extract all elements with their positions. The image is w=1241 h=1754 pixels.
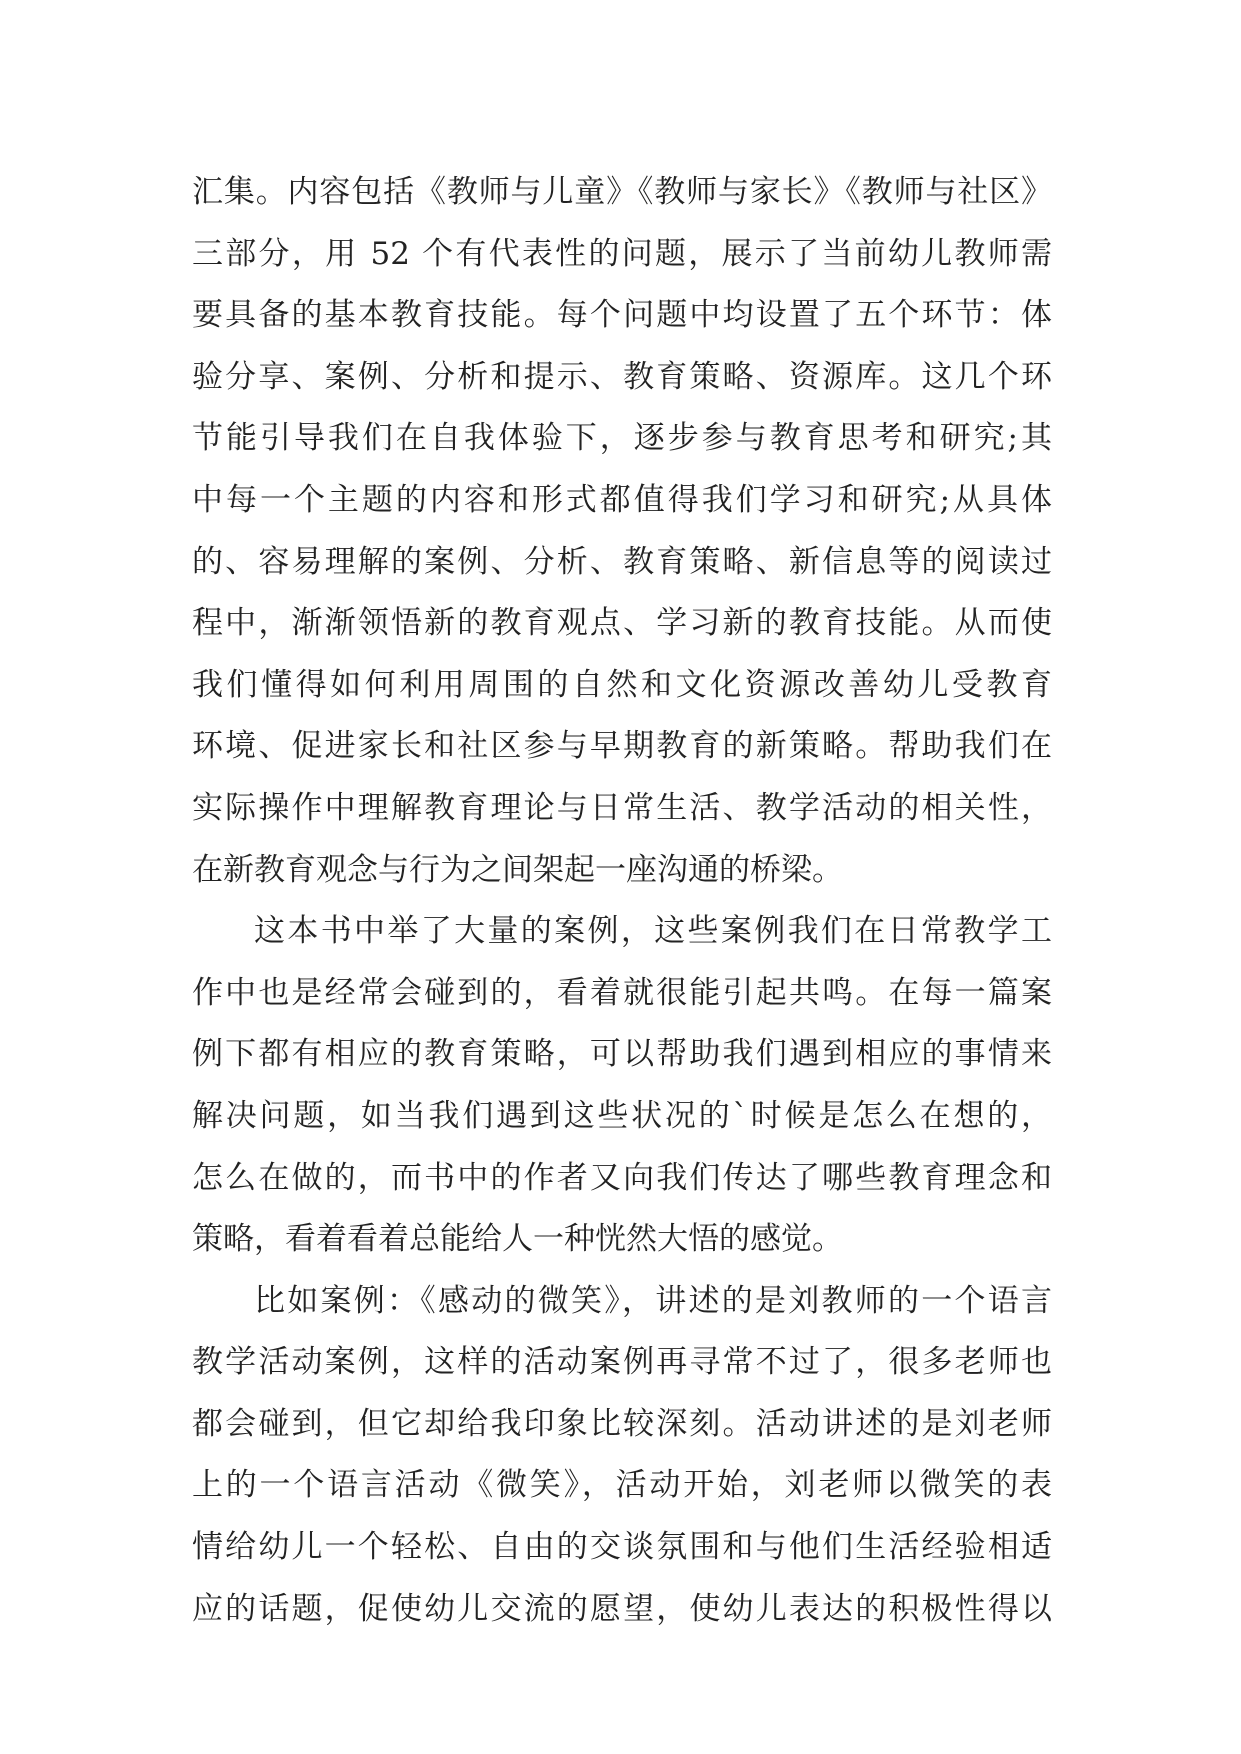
text-line: 在新教育观念与行为之间架起一座沟通的桥梁。 bbox=[192, 851, 843, 888]
text-line: 验分享、案例、分析和提示、教育策略、资源库。这几个环 bbox=[192, 358, 1052, 395]
text-line: 应的话题，促使幼儿交流的愿望，使幼儿表达的积极性得以 bbox=[192, 1590, 1052, 1627]
paragraph-1 bbox=[192, 162, 1052, 901]
text-line: 程中，渐渐领悟新的教育观点、学习新的教育技能。从而使 bbox=[192, 605, 1052, 642]
paragraph-2 bbox=[192, 901, 1052, 1271]
text-line: 的、容易理解的案例、分析、教育策略、新信息等的阅读过 bbox=[192, 543, 1052, 580]
paragraph-3 bbox=[192, 1271, 1052, 1641]
document-body bbox=[192, 162, 1052, 1640]
text-line: 中每一个主题的内容和形式都值得我们学习和研究;从具体 bbox=[192, 481, 1052, 518]
text-line: 例下都有相应的教育策略，可以帮助我们遇到相应的事情来 bbox=[192, 1036, 1052, 1073]
text-line: 情给幼儿一个轻松、自由的交谈氛围和与他们生活经验相适 bbox=[192, 1529, 1052, 1566]
text-line: 汇集。内容包括《教师与儿童》《教师与家长》《教师与社区》 bbox=[192, 174, 1052, 210]
text-line: 比如案例：《感动的微笑》，讲述的是刘教师的一个语言 bbox=[254, 1282, 1052, 1319]
text-line: 怎么在做的，而书中的作者又向我们传达了哪些教育理念和 bbox=[192, 1159, 1052, 1196]
text-line: 策略，看着看着总能给人一种恍然大悟的感觉。 bbox=[192, 1221, 843, 1258]
text-line: 环境、促进家长和社区参与早期教育的新策略。帮助我们在 bbox=[192, 728, 1052, 765]
text-line: 解决问题，如当我们遇到这些状况的`时候是怎么在想的， bbox=[192, 1097, 1052, 1134]
text-line: 上的一个语言活动《微笑》，活动开始，刘老师以微笑的表 bbox=[192, 1467, 1052, 1504]
text-line: 我们懂得如何利用周围的自然和文化资源改善幼儿受教育 bbox=[192, 666, 1052, 703]
text-line: 实际操作中理解教育理论与日常生活、教学活动的相关性， bbox=[192, 789, 1052, 826]
text-line: 作中也是经常会碰到的，看着就很能引起共鸣。在每一篇案 bbox=[192, 974, 1052, 1011]
text-line: 三部分，用 52 个有代表性的问题，展示了当前幼儿教师需 bbox=[192, 235, 1052, 272]
text-line: 教学活动案例，这样的活动案例再寻常不过了，很多老师也 bbox=[192, 1344, 1052, 1381]
text-line: 都会碰到，但它却给我印象比较深刻。活动讲述的是刘老师 bbox=[192, 1405, 1052, 1442]
text-line: 要具备的基本教育技能。每个问题中均设置了五个环节：体 bbox=[192, 297, 1052, 334]
text-line: 节能引导我们在自我体验下，逐步参与教育思考和研究;其 bbox=[192, 420, 1052, 457]
text-line: 这本书中举了大量的案例，这些案例我们在日常教学工 bbox=[254, 913, 1052, 950]
